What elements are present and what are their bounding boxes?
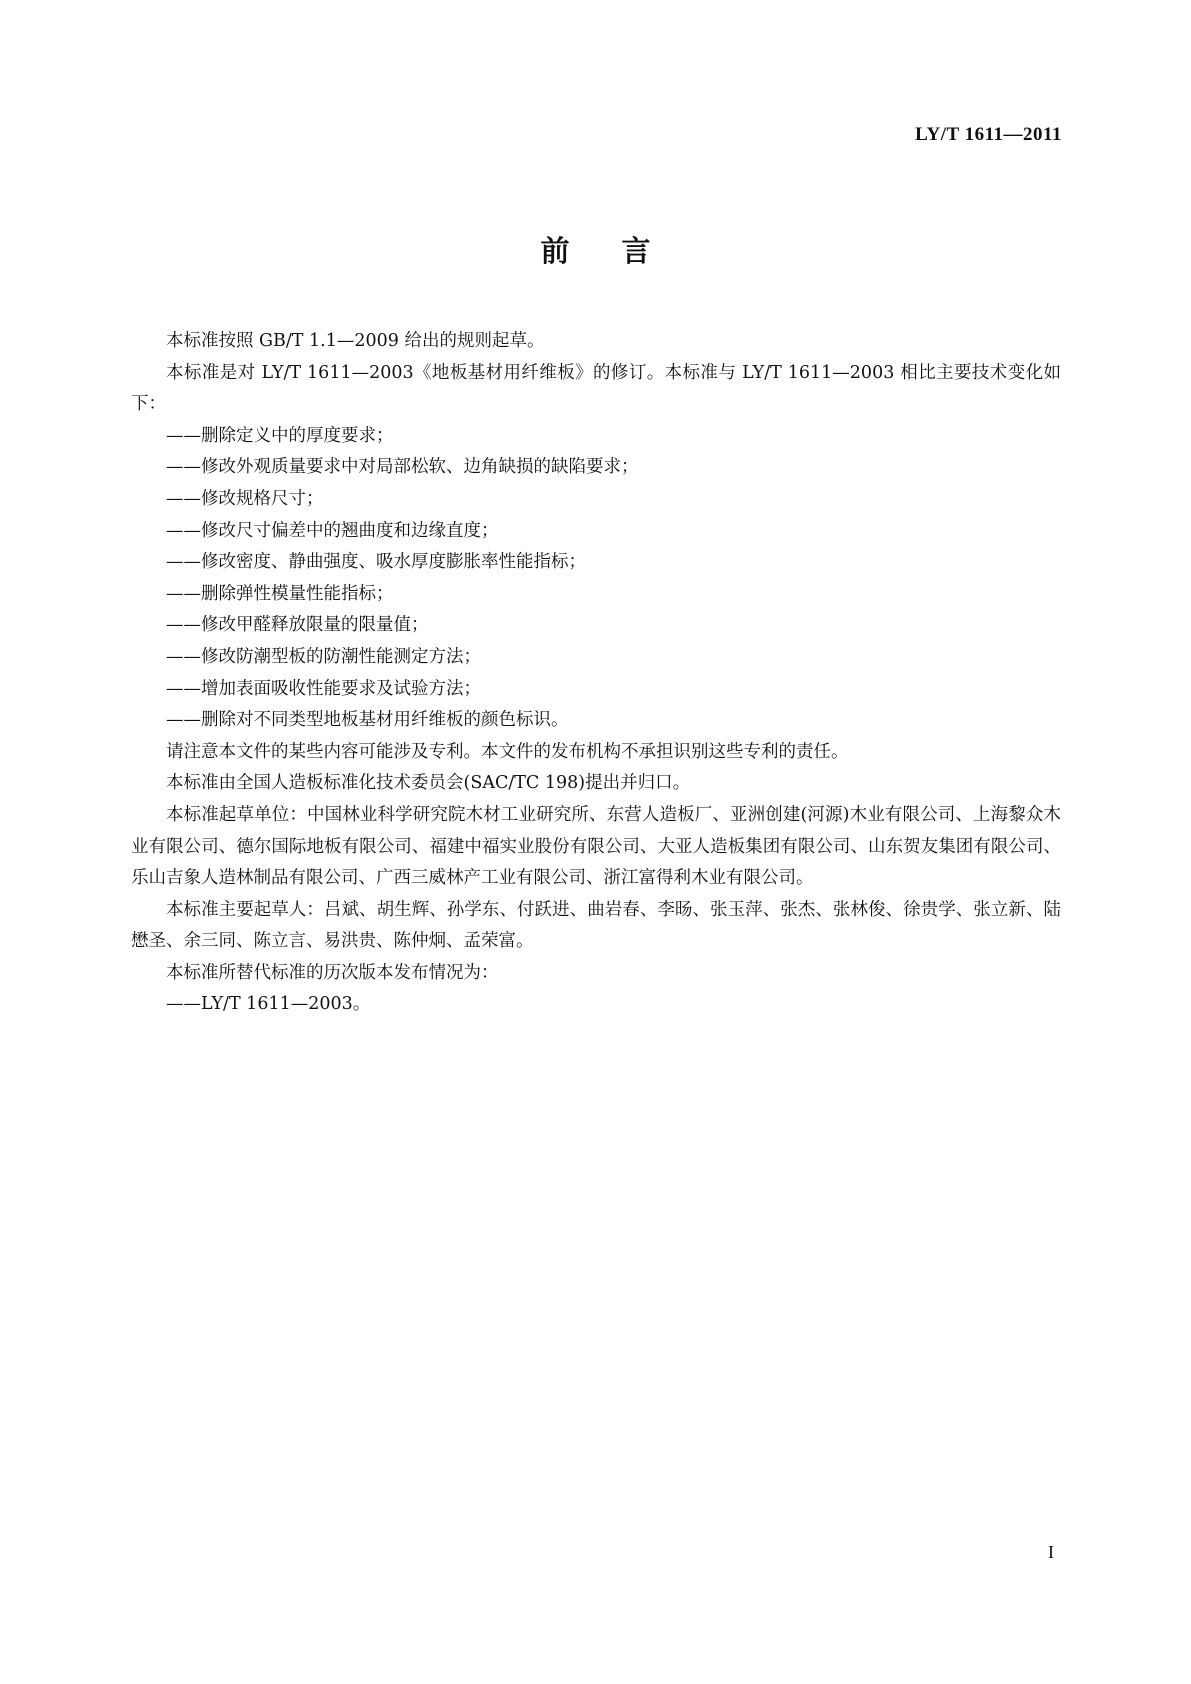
list-item: ——修改尺寸偏差中的翘曲度和边缘直度； xyxy=(166,520,499,541)
list-item: ——删除对不同类型地板基材用纤维板的颜色标识。 xyxy=(166,710,569,731)
list-item: ——删除弹性模量性能指标； xyxy=(166,583,394,604)
page-title: 前言 xyxy=(540,234,703,268)
paragraph: 本标准是对 LY/T 1611—2003《地板基材用纤维板》的修订。本标准与 LY/T 1611—2003 相比主要技术变化如下： xyxy=(131,362,1061,415)
list-item: ——修改防潮型板的防潮性能测定方法； xyxy=(166,646,481,667)
list-item: ——增加表面吸收性能要求及试验方法； xyxy=(166,678,481,699)
list-item: ——LY/T 1611—2003。 xyxy=(166,994,371,1015)
paragraph: 本标准主要起草人：吕斌、胡生辉、孙学东、付跃进、曲岩春、李旸、张玉萍、张杰、张林俊、徐贵学、张立新、陆懋圣、余三同、陈立言、易洪贵、陈仲炯、孟荣富。 xyxy=(131,899,1061,952)
list-item: ——修改密度、静曲强度、吸水厚度膨胀率性能指标； xyxy=(166,552,586,573)
paragraph: 本标准起草单位：中国林业科学研究院木材工业研究所、东营人造板厂、亚洲创建(河源)木业有限公司、上海黎众木业有限公司、德尔国际地板有限公司、福建中福实业股份有限公司、大亚人造板集团有限公司、山东贺友集团有限公司、乐山吉象人造林制品有限公司、广西三威林产工业有限公司、浙江富得利木业有限公司。 xyxy=(131,804,1061,889)
paragraph: 本标准由全国人造板标准化技术委员会(SAC/TC 198)提出并归口。 xyxy=(166,773,691,794)
list-item: ——修改甲醛释放限量的限量值； xyxy=(166,615,429,636)
paragraph: 本标准所替代标准的历次版本发布情况为： xyxy=(166,962,499,983)
list-item: ——删除定义中的厚度要求； xyxy=(166,425,394,446)
foreword-body xyxy=(131,326,1061,1021)
paragraph: 请注意本文件的某些内容可能涉及专利。本文件的发布机构不承担识别这些专利的责任。 xyxy=(166,741,849,762)
page-number: I xyxy=(1048,1542,1054,1562)
list-item: ——修改规格尺寸； xyxy=(166,488,324,509)
paragraph: 本标准按照 GB/T 1.1—2009 给出的规则起草。 xyxy=(166,331,545,351)
list-item: ——修改外观质量要求中对局部松软、边角缺损的缺陷要求； xyxy=(166,457,639,478)
standard-code: LY/T 1611—2011 xyxy=(915,124,1062,145)
